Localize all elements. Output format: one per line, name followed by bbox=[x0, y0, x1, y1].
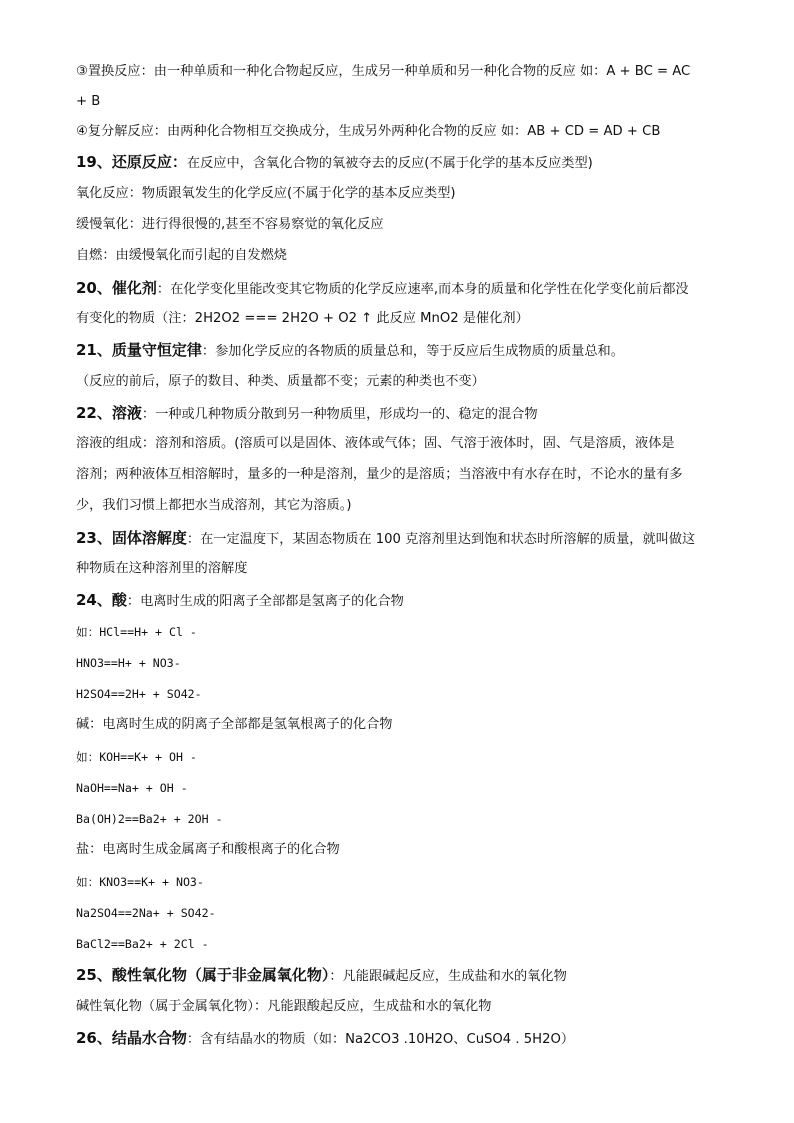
heading-body: ：参加化学反应的各物质的质量总和，等于反应后生成物质的质量总和。 bbox=[201, 344, 624, 359]
equation-hno3: HNO3==H+ + NO3- bbox=[76, 656, 181, 670]
heading-term: 酸性氧化物（属于非金属氧化物） bbox=[111, 966, 330, 984]
equation-na2so4: Na2SO4==2Na+ + SO42- bbox=[76, 906, 216, 920]
heading-body: ：在一定温度下，某固态物质在 100 克溶剂里达到饱和状态时所溶解的质量，就叫做这 bbox=[186, 532, 696, 547]
heading-term: 酸 bbox=[111, 591, 127, 609]
heading-number: 19、 bbox=[76, 153, 112, 171]
heading-25 bbox=[76, 965, 567, 987]
line-catalyst-note: 有变化的物质（注：2H2O2 === 2H2O + O2 ↑ 此反应 MnO2 是催化剂） bbox=[76, 311, 529, 326]
line-salt-definition: 盐：电离时生成金属离子和酸根离子的化合物 bbox=[76, 842, 340, 857]
heading-number: 22、 bbox=[76, 404, 112, 422]
line-displacement-reaction: ③置换反应：由一种单质和一种化合物起反应，生成另一种单质和另一种化合物的反应 如：A + BC = AC bbox=[76, 64, 691, 79]
line-basic-oxide: 碱性氧化物（属于金属氧化物）：凡能跟酸起反应，生成盐和水的氧化物 bbox=[76, 999, 492, 1014]
equation-koh: 如：KOH==K+ + OH - bbox=[76, 750, 197, 764]
heading-number: 25、 bbox=[76, 966, 112, 984]
heading-19 bbox=[76, 152, 593, 174]
heading-term: 催化剂 bbox=[111, 279, 157, 297]
line-spontaneous-combustion: 自燃：由缓慢氧化而引起的自发燃烧 bbox=[76, 248, 287, 263]
heading-body: ：一种或几种物质分散到另一种物质里，形成均一的、稳定的混合物 bbox=[141, 407, 538, 422]
equation-hcl: 如：HCl==H+ + Cl - bbox=[76, 625, 197, 639]
equation-naoh: NaOH==Na+ + OH - bbox=[76, 781, 188, 795]
heading-body: ：含有结晶水的物质（如：Na2CO3 .10H2O、CuSO4 . 5H2O） bbox=[186, 1032, 575, 1047]
heading-body: 在反应中，含氧化合物的氧被夺去的反应(不属于化学的基本反应类型) bbox=[186, 156, 593, 171]
equation-h2so4: H2SO4==2H+ + SO42- bbox=[76, 687, 202, 701]
heading-body: ：电离时生成的阳离子全部都是氢离子的化合物 bbox=[126, 594, 404, 609]
heading-term: 质量守恒定律 bbox=[111, 341, 202, 359]
heading-body: ：凡能跟碱起反应，生成盐和水的氧化物 bbox=[329, 969, 567, 984]
line-conservation-note: （反应的前后，原子的数目、种类、质量都不变；元素的种类也不变） bbox=[76, 374, 485, 389]
line-solution-composition-2: 溶剂；两种液体互相溶解时，量多的一种是溶剂，量少的是溶质；当溶液中有水存在时，不论水的量有多 bbox=[76, 467, 683, 482]
heading-22 bbox=[76, 403, 538, 425]
line-solubility-cont: 种物质在这种溶剂里的溶解度 bbox=[76, 561, 248, 576]
heading-26 bbox=[76, 1028, 574, 1050]
line-base-definition: 碱：电离时生成的阴离子全部都是氢氧根离子的化合物 bbox=[76, 717, 393, 732]
heading-20 bbox=[76, 278, 689, 300]
heading-21 bbox=[76, 340, 624, 362]
line-double-decomposition: ④复分解反应：由两种化合物相互交换成分，生成另外两种化合物的反应 如：AB + CD = AD + CB bbox=[76, 124, 661, 139]
equation-kno3: 如：KNO3==K+ + NO3- bbox=[76, 875, 204, 889]
heading-body: ：在化学变化里能改变其它物质的化学反应速率,而本身的质量和化学性在化学变化前后都没 bbox=[156, 282, 689, 297]
heading-23 bbox=[76, 528, 695, 550]
line-solution-composition-3: 少，我们习惯上都把水当成溶剂，其它为溶质。) bbox=[76, 498, 352, 513]
equation-baoh2: Ba(OH)2==Ba2+ + 2OH - bbox=[76, 812, 223, 826]
heading-term: 固体溶解度 bbox=[111, 529, 187, 547]
heading-24 bbox=[76, 590, 404, 612]
heading-number: 21、 bbox=[76, 341, 112, 359]
heading-number: 23、 bbox=[76, 529, 112, 547]
heading-term: 还原反应： bbox=[111, 153, 187, 171]
heading-term: 结晶水合物 bbox=[111, 1029, 187, 1047]
equation-bacl2: BaCl2==Ba2+ + 2Cl - bbox=[76, 937, 209, 951]
heading-number: 26、 bbox=[76, 1029, 112, 1047]
heading-number: 20、 bbox=[76, 279, 112, 297]
line-oxidation: 氧化反应：物质跟氧发生的化学反应(不属于化学的基本反应类型) bbox=[76, 186, 456, 201]
line-slow-oxidation: 缓慢氧化：进行得很慢的,甚至不容易察觉的氧化反应 bbox=[76, 217, 384, 232]
line-displacement-reaction-cont: + B bbox=[76, 94, 101, 109]
heading-number: 24、 bbox=[76, 591, 112, 609]
heading-term: 溶液 bbox=[111, 404, 142, 422]
line-solution-composition: 溶液的组成：溶剂和溶质。(溶质可以是固体、液体或气体；固、气溶于液体时，固、气是溶质，液体是 bbox=[76, 436, 675, 451]
